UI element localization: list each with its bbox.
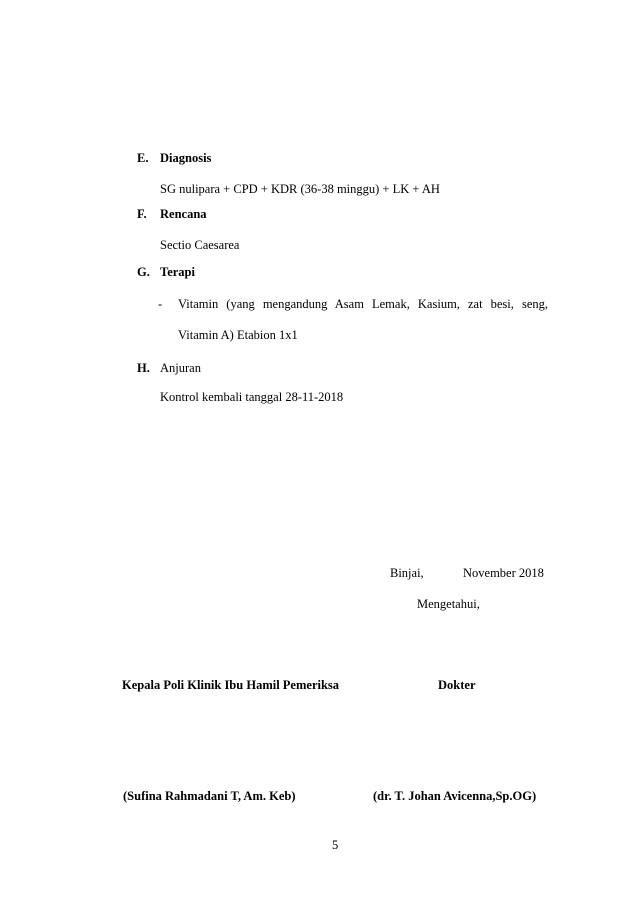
signoff-place: Binjai, (390, 566, 424, 580)
signoff-acknowledged: Mengetahui, (417, 597, 480, 611)
section-e-title: Diagnosis (160, 151, 212, 165)
section-f-letter: F. (137, 207, 147, 221)
section-g-title: Terapi (160, 265, 195, 279)
section-e-letter: E. (137, 151, 149, 165)
page-number: 5 (332, 838, 339, 852)
section-h-letter: H. (137, 361, 150, 375)
section-f-title: Rencana (160, 207, 207, 221)
section-h-title: Anjuran (160, 361, 201, 375)
left-signatory-name: (Sufina Rahmadani T, Am. Keb) (123, 789, 296, 803)
section-g-letter: G. (137, 265, 150, 279)
signoff-date: November 2018 (463, 566, 544, 580)
rencana-text: Sectio Caesarea (160, 238, 240, 252)
therapy-bullet: - (158, 297, 163, 311)
diagnosis-text: SG nulipara + CPD + KDR (36-38 minggu) + LK + AH (160, 182, 440, 196)
anjuran-text: Kontrol kembali tanggal 28-11-2018 (160, 390, 344, 404)
right-signatory-name: (dr. T. Johan Avicenna,Sp.OG) (373, 789, 537, 803)
therapy-line-1: Vitamin (yang mengandung Asam Lemak, Kasium, zat besi, seng, (178, 297, 548, 311)
therapy-line-2: Vitamin A) Etabion 1x1 (178, 328, 298, 342)
left-signatory-role: Kepala Poli Klinik Ibu Hamil Pemeriksa (122, 678, 340, 692)
right-signatory-role: Dokter (438, 678, 476, 692)
